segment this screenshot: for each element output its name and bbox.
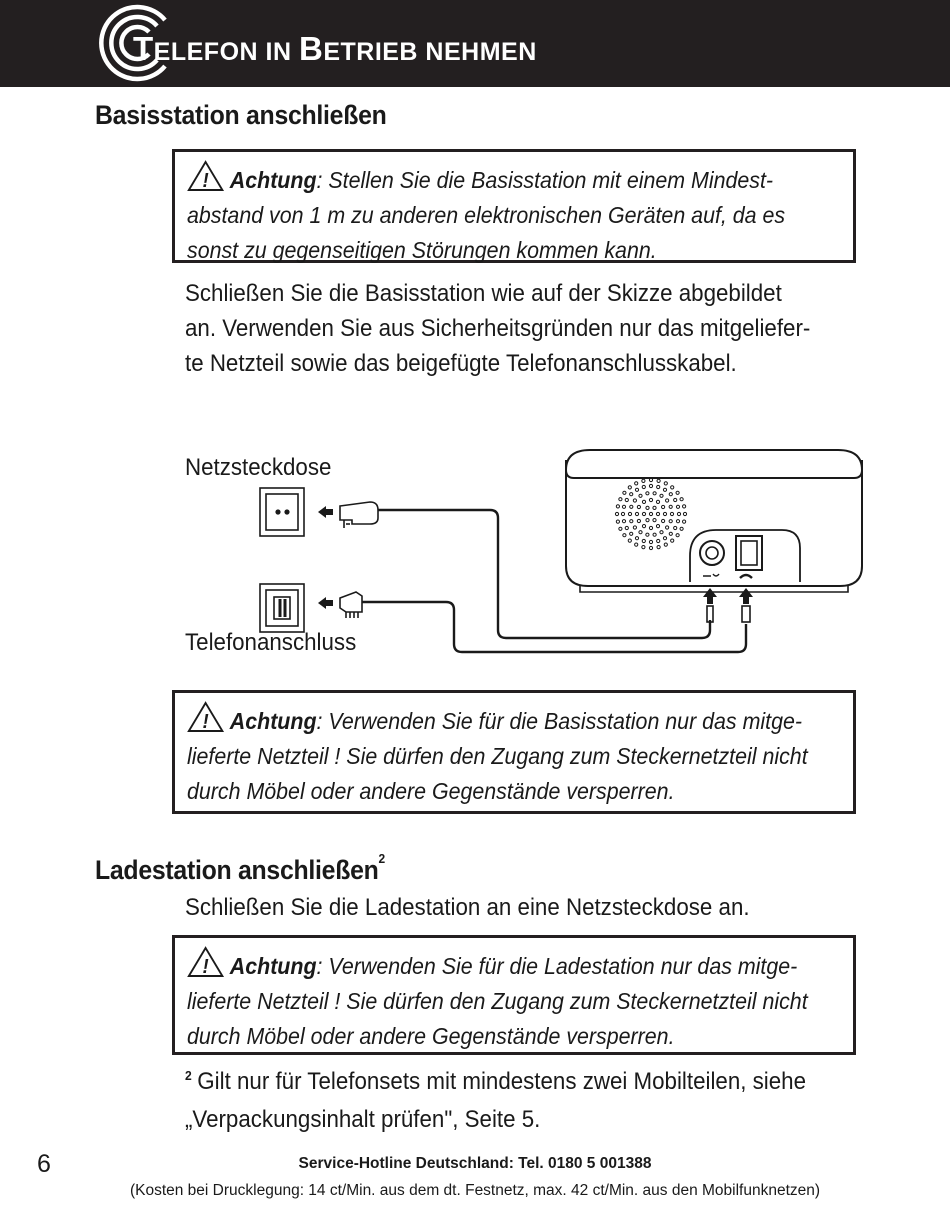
grille-hole — [635, 482, 638, 485]
grille-hole — [637, 505, 640, 508]
grille-hole — [671, 486, 674, 489]
grille-hole — [635, 488, 638, 491]
grille-hole — [670, 512, 673, 515]
grille-hole — [642, 539, 645, 542]
grille-hole — [660, 494, 663, 497]
grille-hole — [663, 512, 666, 515]
grille-hole — [630, 505, 633, 508]
grille-hole — [669, 493, 672, 496]
power-jack-icon — [700, 541, 724, 565]
grille-hole — [660, 531, 663, 534]
service-hotline: Service-Hotline Deutschland: Tel. 0180 5 001388 — [298, 1155, 652, 1172]
grille-hole — [635, 512, 638, 515]
grille-hole — [653, 533, 656, 536]
grille-hole — [628, 539, 631, 542]
grille-hole — [630, 532, 633, 535]
grille-hole — [619, 498, 622, 501]
warning-triangle-icon — [187, 160, 224, 192]
grille-hole — [623, 534, 626, 537]
grille-hole — [666, 499, 669, 502]
warning-label: Achtung — [229, 708, 317, 734]
phone-plug-icon — [340, 592, 362, 612]
grille-hole — [646, 519, 649, 522]
grille-hole — [633, 526, 636, 529]
grille-hole — [630, 520, 633, 523]
grille-hole — [683, 505, 686, 508]
grille-hole — [674, 526, 677, 529]
grille-hole — [671, 539, 674, 542]
grille-hole — [653, 506, 656, 509]
grille-hole — [680, 498, 683, 501]
label-telefonanschluss: Telefonanschluss — [185, 629, 357, 656]
grille-hole — [621, 512, 624, 515]
grille-hole — [625, 526, 628, 529]
power-plug-icon — [340, 502, 378, 524]
warning-box-lade-power: ! Achtung: Verwenden Sie für die Ladestation nur das mitge- lieferte Netzteil ! Sie dürfen den Zugang zum Steckernetzteil nicht durch Möbel oder andere Gegenstände versperren. — [172, 935, 856, 1055]
warning-box-distance: ! Achtung: Stellen Sie die Basisstation mit einem Mindest- abstand von 1 m zu anderen elektronischen Geräten auf, da es sonst zu gegenseitigen Störungen kommen kann. — [172, 149, 856, 263]
grille-hole — [676, 534, 679, 537]
grille-hole — [656, 500, 659, 503]
grille-hole — [676, 520, 679, 523]
svg-text:!: ! — [202, 711, 209, 733]
grille-hole — [646, 533, 649, 536]
label-netzsteckdose: Netzsteckdose — [185, 454, 332, 481]
grille-hole — [649, 484, 652, 487]
grille-hole — [646, 506, 649, 509]
grille-hole — [642, 485, 645, 488]
grille-hole — [628, 486, 631, 489]
grille-hole — [674, 498, 677, 501]
grille-hole — [642, 500, 645, 503]
grille-hole — [669, 505, 672, 508]
grille-hole — [657, 479, 660, 482]
grille-hole — [663, 537, 666, 540]
section-heading-ladestation: Ladestation anschließen$^2$ — [95, 851, 385, 885]
arrow-left-icon — [318, 597, 326, 609]
power-outlet-inner — [266, 494, 298, 530]
phone-cable — [362, 602, 746, 652]
handset-symbol-icon — [740, 575, 752, 578]
grille-hole — [622, 505, 625, 508]
page-number: 6 — [37, 1150, 51, 1178]
speaker-grille-icon — [615, 478, 686, 549]
grille-hole — [649, 540, 652, 543]
footnote: $^2$ Gilt nur für Telefonsets mit mindestens zwei Mobilteilen, siehe „Verpackungsinhalt prüfen", Seite 5. — [185, 1068, 807, 1133]
grille-hole — [669, 532, 672, 535]
warning-triangle-icon — [187, 701, 224, 733]
grille-hole — [662, 519, 665, 522]
grille-hole — [649, 478, 652, 481]
grille-hole — [683, 512, 686, 515]
grille-hole — [676, 491, 679, 494]
warning-label: Achtung — [229, 953, 317, 979]
svg-text:!: ! — [202, 956, 209, 978]
grille-hole — [683, 520, 686, 523]
grille-hole — [649, 498, 652, 501]
grille-hole — [623, 491, 626, 494]
grille-hole — [635, 537, 638, 540]
grille-hole — [657, 539, 660, 542]
base-station-top — [566, 450, 862, 478]
grille-hole — [676, 505, 679, 508]
grille-hole — [662, 505, 665, 508]
svg-text:!: ! — [202, 170, 209, 192]
grille-hole — [616, 520, 619, 523]
intro-paragraph: Schließen Sie die Basisstation wie auf der Skizze abgebildet an. Verwenden Sie aus Sicherheitsgründen nur das mitgeliefer- te Netzteil sowie das beigefügte Telefonanschlusskabel. — [185, 280, 811, 377]
grille-hole — [669, 520, 672, 523]
warning-box-basis-power: ! Achtung: Verwenden Sie für die Basisstation nur das mitge- lieferte Netzteil ! Sie dürfen den Zugang zum Steckernetzteil nicht durch Möbel oder andere Gegenstände versperren. — [172, 690, 856, 814]
warning-triangle-icon — [187, 946, 224, 978]
page-header — [0, 0, 950, 87]
grille-hole — [656, 525, 659, 528]
grille-hole — [646, 492, 649, 495]
grille-hole — [616, 505, 619, 508]
grille-hole — [642, 546, 645, 549]
connection-diagram — [0, 430, 950, 670]
warning-label: Achtung — [229, 167, 317, 193]
grille-hole — [642, 512, 645, 515]
section-heading-basisstation: Basisstation anschließen — [95, 100, 387, 130]
grille-hole — [642, 525, 645, 528]
grille-hole — [642, 479, 645, 482]
grille-hole — [664, 543, 667, 546]
grille-hole — [653, 492, 656, 495]
grille-hole — [649, 526, 652, 529]
grille-hole — [639, 531, 642, 534]
grille-hole — [657, 546, 660, 549]
header-title: TELEFON IN BETRIEB NEHMEN — [133, 30, 537, 67]
grille-hole — [628, 512, 631, 515]
grille-hole — [653, 519, 656, 522]
grille-hole — [677, 512, 680, 515]
grille-hole — [635, 543, 638, 546]
power-symbol-icon — [703, 574, 719, 576]
grille-hole — [649, 546, 652, 549]
grille-hole — [656, 512, 659, 515]
arrow-left-icon — [318, 506, 326, 518]
grille-hole — [622, 520, 625, 523]
ladestation-paragraph: Schließen Sie die Ladestation an eine Netzsteckdose an. — [185, 894, 750, 921]
grille-hole — [666, 526, 669, 529]
grille-hole — [633, 499, 636, 502]
grille-hole — [619, 527, 622, 530]
grille-hole — [664, 482, 667, 485]
grille-hole — [639, 494, 642, 497]
grille-hole — [615, 512, 618, 515]
grille-hole — [649, 512, 652, 515]
grille-hole — [630, 493, 633, 496]
grille-hole — [625, 498, 628, 501]
grille-hole — [663, 488, 666, 491]
grille-hole — [680, 527, 683, 530]
grille-hole — [657, 485, 660, 488]
grille-hole — [637, 519, 640, 522]
cost-note: (Kosten bei Drucklegung: 14 ct/Min. aus dem dt. Festnetz, max. 42 ct/Min. aus den Mobilfunknetzen) — [129, 1182, 821, 1199]
power-cable — [378, 510, 710, 638]
